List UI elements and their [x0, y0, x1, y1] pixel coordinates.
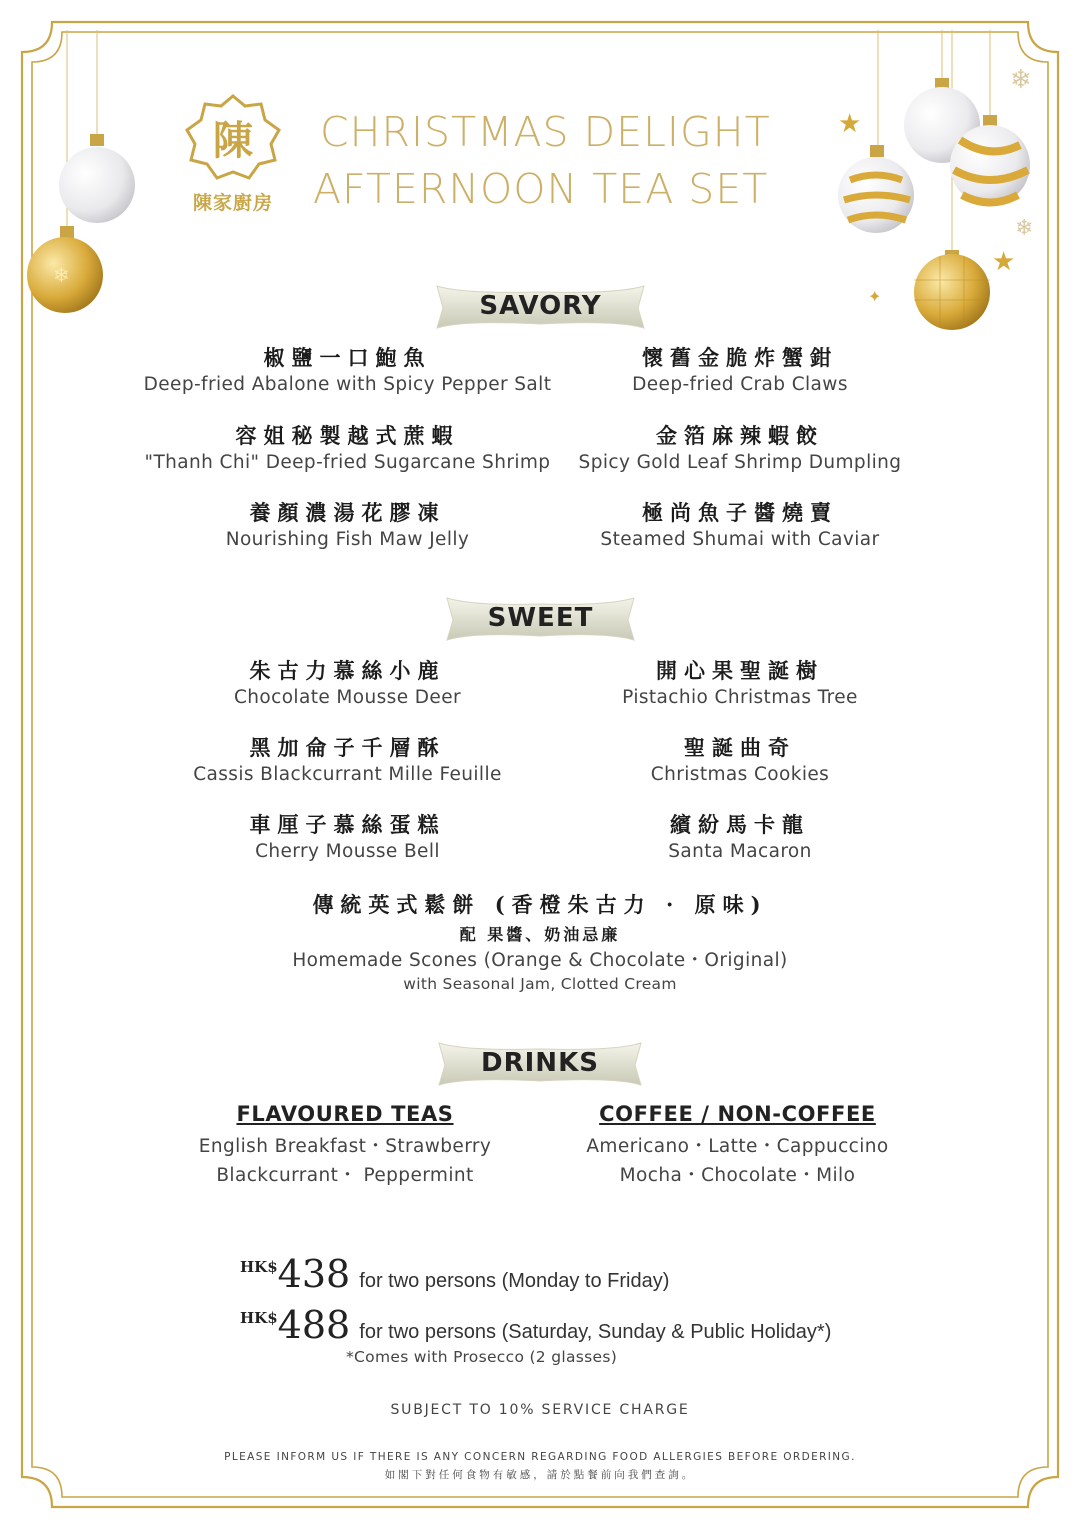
savory-item-zh: 容姐秘製越式蔗蝦: [235, 423, 460, 448]
savory-item-en: Deep-fried Crab Claws: [632, 374, 848, 395]
sweet-item-en: Cassis Blackcurrant Mille Feuille: [193, 764, 502, 785]
savory-item-en: "Thanh Chi" Deep-fried Sugarcane Shrimp: [144, 452, 551, 473]
scones-en: Homemade Scones (Orange & Chocolate・Original): [292, 950, 788, 971]
logo-emblem-icon: [183, 92, 283, 182]
svg-text:★: ★: [838, 109, 862, 139]
svg-text:✦: ✦: [868, 287, 882, 306]
sweet-item-zh: 車厘子慕絲蛋糕: [249, 812, 446, 837]
coffee-line: Mocha・Chocolate・Milo: [619, 1165, 856, 1186]
svg-text:❄: ❄: [53, 263, 70, 287]
section-heading-savory: SAVORY: [479, 291, 602, 321]
savory-banner: [433, 280, 648, 332]
service-charge-note: SUBJECT TO 10% SERVICE CHARGE: [390, 1402, 690, 1418]
svg-text:❄: ❄: [1010, 65, 1032, 95]
price-value: 488: [277, 1303, 351, 1347]
scones-en-sub: with Seasonal Jam, Clotted Cream: [403, 975, 677, 993]
svg-text:★: ★: [992, 247, 1016, 277]
price-description: for two persons (Saturday, Sunday & Public Holiday*): [359, 1321, 832, 1343]
right-ornaments-decoration: [830, 30, 1060, 350]
savory-item-en: Steamed Shumai with Caviar: [600, 529, 880, 550]
savory-item-zh: 養顏濃湯花膠凍: [249, 500, 446, 525]
teas-line: Blackcurrant・ Peppermint: [216, 1165, 474, 1186]
restaurant-logo: [183, 92, 283, 212]
section-heading-drinks: DRINKS: [481, 1048, 599, 1078]
currency-label: HK$: [240, 1258, 278, 1276]
flavoured-teas-heading: FLAVOURED TEAS: [236, 1102, 454, 1126]
sweet-item-en: Christmas Cookies: [650, 764, 830, 785]
coffee-heading: COFFEE / NON-COFFEE: [599, 1102, 876, 1126]
section-heading-sweet: SWEET: [487, 603, 594, 633]
savory-item-en: Nourishing Fish Maw Jelly: [225, 529, 470, 550]
sweet-item-en: Santa Macaron: [668, 841, 812, 862]
savory-item-en: Spicy Gold Leaf Shrimp Dumpling: [578, 452, 902, 473]
svg-text:陳: 陳: [213, 117, 253, 164]
price-description: for two persons (Monday to Friday): [359, 1270, 670, 1292]
coffee-line: Americano・Latte・Cappuccino: [586, 1136, 889, 1157]
price-row-weekend: [240, 1303, 831, 1347]
drinks-banner: [435, 1037, 645, 1089]
savory-item-zh: 懷舊金脆炸蟹鉗: [642, 345, 838, 370]
scones-zh: 傳統英式鬆餅 (香橙朱古力 · 原味): [312, 892, 768, 917]
sweet-item-en: Cherry Mousse Bell: [255, 841, 440, 862]
page-title-line1: CHRISTMAS DELIGHT: [320, 108, 771, 156]
savory-item-zh: 椒鹽一口鮑魚: [263, 345, 432, 370]
allergy-notice-en: PLEASE INFORM US IF THERE IS ANY CONCERN REGARDING FOOD ALLERGIES BEFORE ORDERING.: [224, 1451, 856, 1463]
sweet-item-zh: 聖誕曲奇: [684, 735, 796, 760]
page-title-line2: AFTERNOON TEA SET: [313, 165, 769, 213]
sweet-banner: [443, 592, 638, 644]
sweet-item-zh: 繽紛馬卡龍: [670, 812, 810, 837]
svg-text:❄: ❄: [1015, 216, 1034, 241]
scones-zh-sub: 配 果醬、奶油忌廉: [459, 925, 621, 944]
sweet-item-zh: 黑加侖子千層酥: [249, 735, 446, 760]
sweet-item-zh: 朱古力慕絲小鹿: [249, 658, 446, 683]
savory-item-en: Deep-fried Abalone with Spicy Pepper Salt: [143, 374, 552, 395]
sweet-item-zh: 開心果聖誕樹: [656, 658, 824, 683]
teas-line: English Breakfast・Strawberry: [198, 1136, 492, 1157]
sweet-item-en: Chocolate Mousse Deer: [233, 687, 461, 708]
savory-item-zh: 極尚魚子醬燒賣: [642, 500, 838, 525]
price-value: 438: [277, 1252, 351, 1296]
price-row-weekday: [240, 1252, 669, 1296]
prosecco-note: *Comes with Prosecco (2 glasses): [346, 1348, 618, 1366]
allergy-notice-zh: 如閣下對任何食物有敏感，請於點餐前向我們查詢。: [384, 1469, 696, 1481]
logo-text: 陳家廚房: [192, 192, 273, 214]
sweet-item-en: Pistachio Christmas Tree: [622, 687, 858, 708]
currency-label: HK$: [240, 1309, 278, 1327]
left-ornaments-decoration: [25, 30, 145, 330]
savory-item-zh: 金箔麻辣蝦餃: [656, 423, 824, 448]
